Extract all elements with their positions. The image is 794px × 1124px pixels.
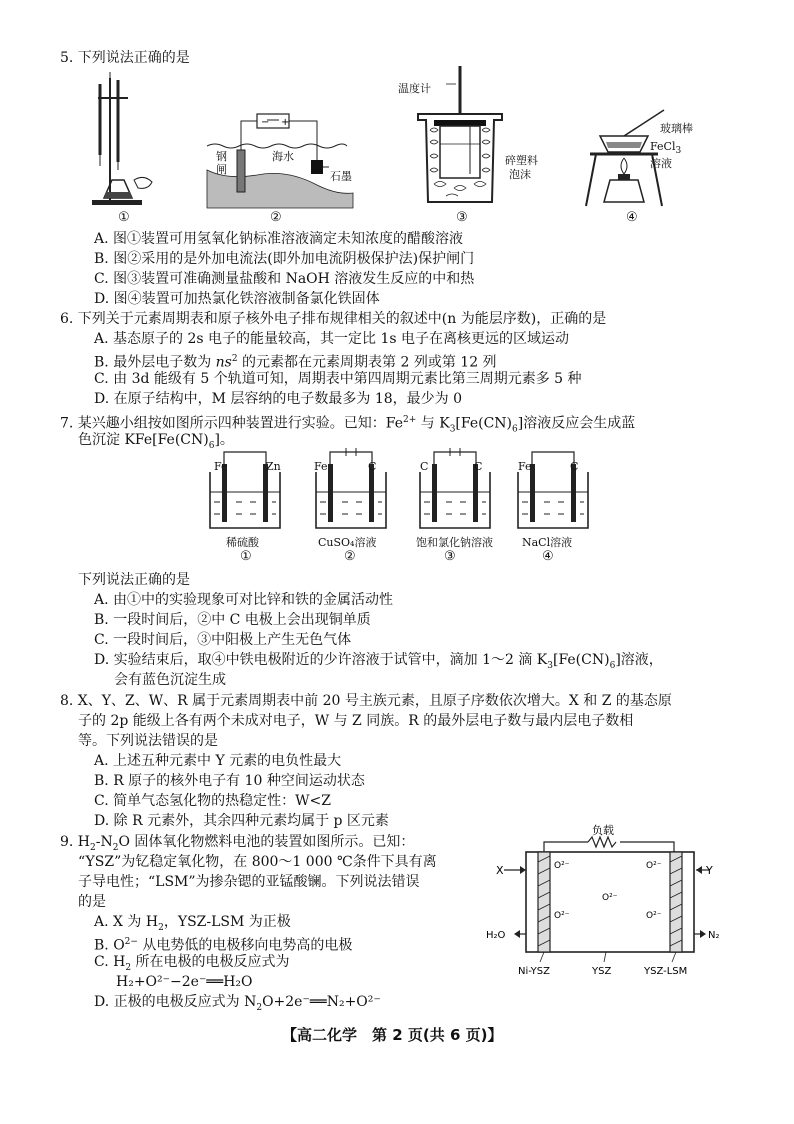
- cell2-right-electrode: C: [368, 460, 377, 473]
- q9-option-c: C. $H_2$ 所在电极的电极反应式为: [94, 954, 290, 973]
- q5-option-c: C. 图③装置可准确测量盐酸和 NaOH 溶液发生反应的中和热: [94, 271, 475, 287]
- q9-stem-line4: 的是: [78, 894, 106, 910]
- cell4-number: ④: [542, 549, 554, 564]
- cell3-left-electrode: C: [420, 460, 429, 473]
- fig5-caption-3: ③: [456, 210, 468, 225]
- q9-fuel-cell-figure: [486, 822, 720, 982]
- cell1-solution: 稀硫酸: [226, 536, 259, 549]
- cell3-solution: 饱和氯化钠溶液: [416, 536, 493, 549]
- cell4-solution: NaCl溶液: [522, 536, 573, 549]
- q7-option-d-line1: D. 实验结束后，取④中铁电极附近的少许溶液于试管中，滴加 1～2 滴 $K_3[Fe(CN)_6]$溶液，: [94, 652, 663, 671]
- oxide-ion-2: O²⁻: [646, 861, 662, 871]
- label-load: 负载: [592, 824, 614, 837]
- q8-option-b: B. R 原子的核外电子有 10 种空间运动状态: [94, 773, 365, 789]
- q6-option-d: D. 在原子结构中，M 层容纳的电子数最多为 18，最少为 0: [94, 391, 463, 407]
- q9-stem-line1: 9. $H_2-N_2O$ 固体氧化物燃料电池的装置如图所示。已知：: [60, 834, 415, 853]
- q9-stem-line3: 子导电性；“LSM”为掺杂锶的亚锰酸镧。下列说法错误: [78, 874, 420, 890]
- plus-sign: +: [281, 117, 290, 128]
- cell3-number: ③: [444, 549, 456, 564]
- label-foam-2: 泡沫: [509, 168, 531, 181]
- q8-option-a: A. 上述五种元素中 Y 元素的电负性最大: [94, 753, 342, 769]
- label-n2: N₂: [708, 930, 720, 941]
- oxide-ion-4: O²⁻: [554, 911, 570, 921]
- q6-option-b: B. 最外层电子数为 $ns^2$ 的元素都在元素周期表第 2 列或第 12 列: [94, 354, 497, 371]
- q7-stem-line1: 7. 某兴趣小组按如图所示四种装置进行实验。已知：$Fe^{2+}$ 与 $K_3[Fe(CN)_6]$溶液反应会生成蓝: [60, 415, 636, 435]
- label-foam-1: 碎塑料: [505, 154, 538, 167]
- q5-option-b: B. 图②采用的是外加电流法(即外加电流阴极保护法)保护闸门: [94, 251, 475, 267]
- fig5-caption-2: ②: [270, 210, 282, 225]
- cell1-left-electrode: Fe: [214, 460, 228, 473]
- minus-sign: −: [261, 117, 270, 128]
- label-graphite: 石墨: [330, 170, 352, 183]
- cell1-right-electrode: Zn: [266, 460, 281, 473]
- label-ni-ysz: Ni-YSZ: [518, 966, 550, 977]
- fig5-caption-1: ①: [118, 210, 130, 225]
- q9-option-c-equation: H₂+O²⁻−2e⁻══H₂O: [116, 974, 253, 990]
- q9-stem-line2: “YSZ”为钇稳定氧化物，在 800～1 000 ℃条件下具有离: [78, 854, 437, 870]
- fig5-caption-4: ④: [626, 210, 638, 225]
- cell4-right-electrode: C: [570, 460, 579, 473]
- q8-option-c: C. 简单气态氢化物的热稳定性：W<Z: [94, 793, 331, 809]
- label-y: Y: [706, 864, 713, 877]
- cell2-number: ②: [344, 549, 356, 564]
- label-h2o: H₂O: [486, 930, 506, 941]
- label-thermometer: 温度计: [398, 82, 431, 95]
- label-steel: 钢: [216, 150, 227, 163]
- oxide-ion-3: O²⁻: [602, 893, 618, 903]
- cell3-right-electrode: C: [474, 460, 483, 473]
- cell2-solution: CuSO₄溶液: [318, 536, 377, 549]
- label-fecl3: FeCl$_3$: [650, 140, 682, 157]
- q8-stem-line1: 8. X、Y、Z、W、R 属于元素周期表中前 20 号主族元素，且原子序数依次增大。X 和 Z 的基态原: [60, 693, 672, 709]
- cell2-left-electrode: Fe: [314, 460, 328, 473]
- q5-stem: 5. 下列说法正确的是: [60, 50, 190, 66]
- q6-option-c: C. 由 3d 能级有 5 个轨道可知，周期表中第四周期元素比第三周期元素多 5 种: [94, 371, 582, 387]
- q6-option-a: A. 基态原子的 2s 电子的能量较高，其一定比 1s 电子在离核更远的区域运动: [94, 331, 569, 347]
- q8-stem-line3: 等。下列说法错误的是: [78, 733, 218, 749]
- q5-option-d: D. 图④装置可加热氯化铁溶液制备氯化铁固体: [94, 291, 380, 307]
- q7-option-b: B. 一段时间后，②中 C 电极上会出现铜单质: [94, 612, 371, 628]
- q9-option-a: A. X 为 $H_2$，YSZ-LSM 为正极: [94, 914, 291, 933]
- label-gate: 闸: [216, 163, 227, 176]
- q8-stem-line2: 子的 2p 能级上各有两个未成对电子，W 与 Z 同族。R 的最外层电子数与最内层电子数相: [78, 713, 634, 729]
- label-ysz: YSZ: [592, 966, 612, 977]
- q6-stem: 6. 下列关于元素周期表和原子核外电子排布规律相关的叙述中(n 为能层序数)，正确的是: [60, 311, 607, 327]
- label-x: X: [496, 864, 504, 877]
- q9-option-b: B. $O^{2-}$ 从电势低的电极移向电势高的电极: [94, 937, 353, 954]
- cell1-number: ①: [240, 549, 252, 564]
- q7-lead: 下列说法正确的是: [78, 572, 190, 588]
- q9-option-d: D. 正极的电极反应式为 $N_2O+2e^-══N_2+O^{2-}$: [94, 994, 381, 1013]
- q7-option-d-line2: 会有蓝色沉淀生成: [114, 672, 226, 688]
- cell4-left-electrode: Fe: [518, 460, 532, 473]
- q7-option-c: C. 一段时间后，③中阳极上产生无色气体: [94, 632, 352, 648]
- label-glass-rod: 玻璃棒: [660, 122, 693, 135]
- fig5-1-titration-stand: [88, 70, 160, 210]
- oxide-ion-5: O²⁻: [646, 911, 662, 921]
- label-solution: 溶液: [650, 157, 672, 170]
- q7-option-a: A. 由①中的实验现象可对比锌和铁的金属活动性: [94, 592, 394, 608]
- page-footer: 【高二化学 第 2 页(共 6 页)】: [282, 1026, 503, 1044]
- q7-stem-line2: 色沉淀 $KFe[Fe(CN)_6]$。: [78, 432, 234, 451]
- q5-option-a: A. 图①装置可用氢氧化钠标准溶液滴定未知浓度的醋酸溶液: [94, 231, 464, 247]
- label-ysz-lsm: YSZ-LSM: [644, 966, 688, 977]
- q8-option-d: D. 除 R 元素外，其余四种元素均属于 p 区元素: [94, 813, 389, 829]
- oxide-ion-1: O²⁻: [554, 861, 570, 871]
- label-seawater: 海水: [272, 150, 294, 163]
